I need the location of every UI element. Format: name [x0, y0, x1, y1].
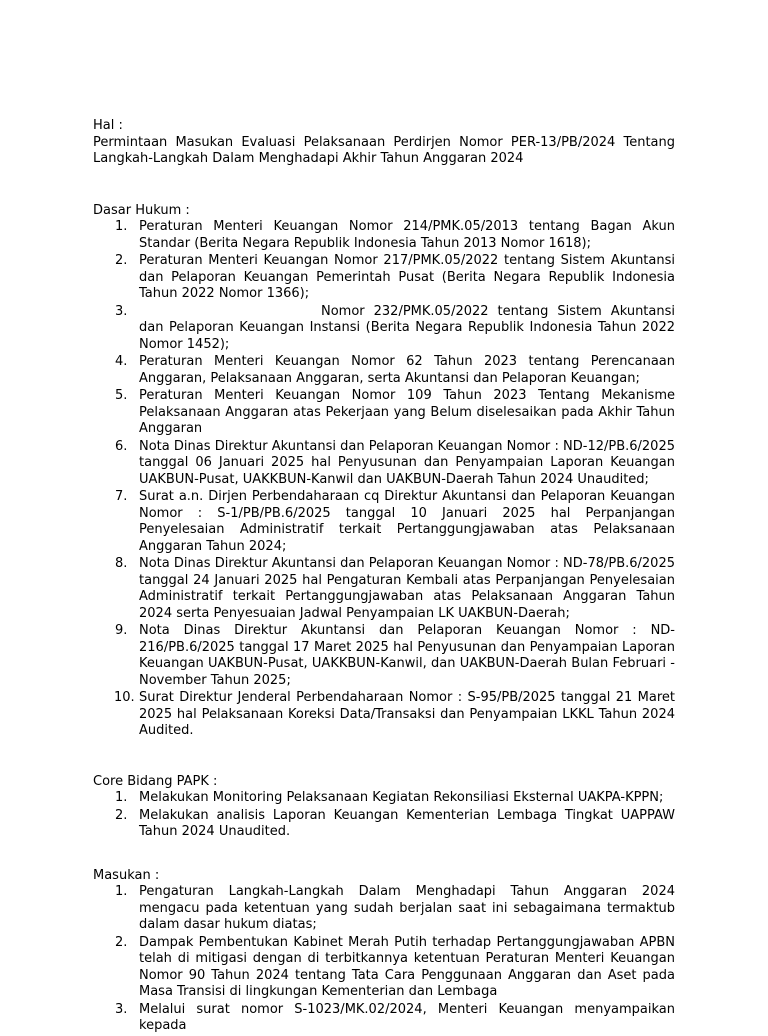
list-number: 6.: [115, 438, 128, 454]
section-hal: [93, 118, 675, 168]
section-core-bidang: [93, 774, 675, 841]
list-text: Surat Direktur Jenderal Perbendaharaan Nomor : S-95/PB/2025 tanggal 21 Maret 2025 hal Pelaksanaan Koreksi Data/Transaksi dan Penyampaian LKKL Tahun 2024 Audited.: [139, 690, 675, 738]
hal-text: Permintaan Masukan Evaluasi Pelaksanaan Perdirjen Nomor PER-13/PB/2024 Tentang Langkah-Langkah Dalam Menghadapi Akhir Tahun Anggaran 2024: [93, 134, 675, 166]
masukan-label: Masukan :: [93, 867, 160, 883]
list-number: 2.: [115, 934, 128, 950]
list-text: Dampak Pembentukan Kabinet Merah Putih terhadap Pertanggungjawaban APBN telah di mitigasi dengan di terbitkannya ketentuan Peraturan Menteri Keuangan Nomor 90 Tahun 2024 tentang Tata Cara Penggunaan Anggaran dan Aset pada Masa Transisi di lingkungan Kementerian dan Lembaga: [139, 934, 675, 999]
list-number: 1.: [115, 884, 128, 899]
list-number: 3.: [115, 303, 128, 319]
list-item: [93, 304, 675, 354]
list-number: 7.: [115, 489, 128, 504]
list-text: Nota Dinas Direktur Akuntansi dan Pelaporan Keuangan Nomor : ND-12/PB.6/2025 tanggal 06 Januari 2025 hal Penyusunan dan Penyampaian Laporan Keuangan UAKBUN-Pusat, UAKKBUN-Kanwil dan UAKBUN-Daerah Tahun 2024 Unaudited;: [139, 438, 675, 487]
list-text: Nota Dinas Direktur Akuntansi dan Pelaporan Keuangan Nomor : ND-216/PB.6/2025 tanggal 17 Maret 2025 hal Penyusunan dan Penyampaian Laporan Keuangan UAKBUN-Pusat, UAKKBUN-Kanwil, dan UAKBUN-Daerah Bulan Februari - November Tahun 2025;: [139, 623, 675, 688]
list-item: [93, 690, 675, 740]
list-item: [93, 1002, 675, 1035]
list-text: Peraturan Menteri Keuangan Nomor 62 Tahun 2023 tentang Perencanaan Anggaran, Pelaksanaan Anggaran, serta Akuntansi dan Pelaporan Keuangan;: [139, 354, 675, 386]
masukan-list: [93, 884, 675, 1035]
list-number: 8.: [115, 556, 128, 571]
section-masukan: [93, 868, 675, 1035]
list-item: [93, 489, 675, 555]
list-text: Melakukan Monitoring Pelaksanaan Kegiatan Rekonsiliasi Eksternal UAKPA-KPPN;: [139, 790, 664, 805]
list-number: 2.: [115, 807, 128, 823]
section-dasar-hukum: [93, 203, 675, 740]
list-text: Melalui surat nomor S-1023/MK.02/2024, Menteri Keuangan menyampaikan kepada: [139, 1001, 675, 1033]
list-text: Surat a.n. Dirjen Perbendaharaan cq Direktur Akuntansi dan Pelaporan Keuangan Nomor : S-1/PB/PB.6/2025 tanggal 10 Januari 2025 hal Perpanjangan Penyelesaian Administratif terkait Pertanggungjawaban atas Pelaksanaan Anggaran Tahun 2024;: [139, 489, 675, 554]
list-text: Peraturan Menteri Keuangan Nomor 109 Tahun 2023 Tentang Mekanisme Pelaksanaan Anggaran atas Pekerjaan yang Belum diselesaikan pada Akhir Tahun Anggaran: [139, 388, 675, 436]
list-number: 1.: [115, 219, 128, 234]
list-number: 9.: [115, 623, 128, 638]
list-item: [93, 253, 675, 303]
hal-label: Hal :: [93, 118, 123, 133]
document-body: [93, 118, 675, 1036]
list-item: [93, 354, 675, 387]
core-bidang-label: Core Bidang PAPK :: [93, 773, 218, 789]
list-text: Nota Dinas Direktur Akuntansi dan Pelaporan Keuangan Nomor : ND-78/PB.6/2025 tanggal 24 Januari 2025 hal Pengaturan Kembali atas Perpanjangan Penyelesaian Administratif terkait Pertanggungjawaban atas Pelaksanaan Anggaran Tahun 2024 serta Penyesuaian Jadwal Penyampaian LK UAKBUN-Daerah;: [139, 556, 675, 621]
dasar-hukum-list: [93, 219, 675, 740]
list-text: Melakukan analisis Laporan Keuangan Kementerian Lembaga Tingkat UAPPAW Tahun 2024 Unaudited.: [139, 807, 675, 839]
list-text: Pengaturan Langkah-Langkah Dalam Menghadapi Tahun Anggaran 2024 mengacu pada ketentuan yang sudah berjalan saat ini sebagaimana termaktub dalam dasar hukum diatas;: [139, 884, 675, 932]
list-item: [93, 808, 675, 841]
list-item: [93, 884, 675, 934]
list-item: [93, 790, 675, 807]
list-number: 5.: [115, 388, 128, 403]
list-text: Nomor 232/PMK.05/2022 tentang Sistem Akuntansi dan Pelaporan Keuangan Instansi (Berita Negara Republik Indonesia Tahun 2022 Nomor 1452);: [139, 303, 675, 352]
list-item: [93, 219, 675, 252]
core-bidang-list: [93, 790, 675, 841]
list-item: [93, 556, 675, 622]
list-number: 3.: [115, 1001, 128, 1017]
list-number: 10.: [114, 690, 135, 705]
list-item: [93, 623, 675, 689]
list-item: [93, 388, 675, 438]
list-number: 2.: [115, 253, 128, 268]
list-item: [93, 935, 675, 1001]
list-text: Peraturan Menteri Keuangan Nomor 217/PMK.05/2022 tentang Sistem Akuntansi dan Pelaporan Keuangan Pemerintah Pusat (Berita Negara Republik Indonesia Tahun 2022 Nomor 1366);: [139, 253, 675, 301]
list-number: 4.: [115, 354, 128, 369]
list-item: [93, 439, 675, 489]
list-number: 1.: [115, 790, 128, 805]
dasar-hukum-label: Dasar Hukum :: [93, 202, 190, 218]
list-text: Peraturan Menteri Keuangan Nomor 214/PMK.05/2013 tentang Bagan Akun Standar (Berita Negara Republik Indonesia Tahun 2013 Nomor 1618);: [139, 219, 675, 251]
